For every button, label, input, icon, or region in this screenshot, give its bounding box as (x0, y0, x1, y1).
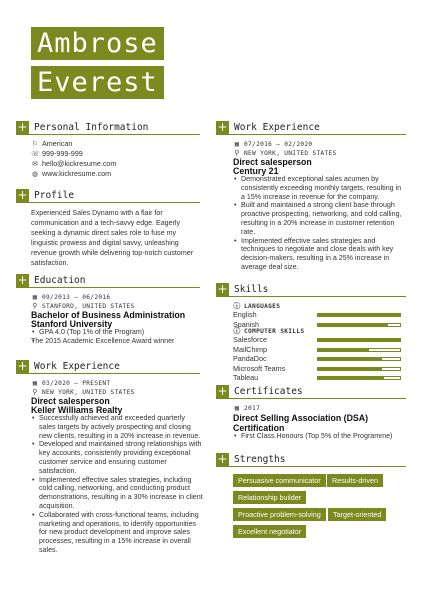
email: hello@kickresume.com (42, 159, 117, 168)
skill-level-fill (318, 368, 382, 370)
calendar-icon: ▦ (234, 404, 240, 412)
plus-icon: + (217, 281, 228, 296)
section-title: Skills (234, 283, 269, 295)
list-item: • Collaborated with cross-functional teams, including marketing and operations, to identify opportunities for new product development and improve sales processes, resulting in a 15% increase in overall sales. (31, 511, 203, 555)
skill-level-bar (317, 357, 401, 361)
profile-text: Experienced Sales Dynamo with a flair for communication and a tech-savvy edge. Eagerly seeking a dynamic direct sales role to fuse my linguistic prowess and digital savvy, unleashing revenue growth while delivering top-notch customer satisfaction. (31, 209, 194, 267)
work-right-dates: ▦ 07/2016 – 02/2020 (234, 140, 313, 148)
certificate-items (233, 432, 408, 441)
section-title: Personal Information (34, 121, 149, 133)
skill-name: Salesforce (233, 335, 267, 344)
skill-level-fill (318, 314, 400, 316)
nationality: American (42, 139, 73, 148)
skill-level-fill (318, 349, 369, 351)
work-left-dates: ▦ 03/2020 – PRESENT (32, 379, 111, 387)
section-work-right (216, 120, 320, 134)
section-title: Work Experience (34, 360, 120, 372)
plus-icon: + (217, 119, 228, 134)
flag-icon: ⚐ (31, 141, 39, 148)
strength-tag: Proactive problem-solving (233, 508, 326, 521)
plus-icon: + (217, 451, 228, 466)
section-work-left (16, 359, 120, 373)
skill-row (233, 354, 398, 363)
work-left-company: Keller Williams Realty (31, 405, 123, 415)
skill-level-bar (317, 367, 401, 371)
calendar-icon: ▦ (32, 293, 38, 301)
work-left-location: ⚲ NEW YORK, UNITED STATES (32, 388, 135, 396)
education-degree: Bachelor of Business Administration (31, 310, 186, 320)
skill-name: Spanish (233, 319, 259, 329)
skill-level-bar (317, 338, 401, 342)
divider (16, 202, 200, 203)
skill-level-bar (317, 376, 401, 380)
location-pin-icon: ⚲ (234, 149, 240, 157)
divider (216, 466, 406, 467)
list-item: • GPA 4.0 (Top 1% of the Program) (31, 328, 201, 337)
computer-skills-label: ⓘ COMPUTER SKILLS (233, 327, 305, 335)
work-right-bullets (233, 175, 405, 272)
location-pin-icon: ⚲ (32, 388, 38, 396)
section-title: Certificates (234, 385, 303, 397)
section-certificates (216, 384, 303, 398)
list-item: • Demonstrated exceptional sales acumen by consistently exceeding monthly targets, resulting in a 15% increase in revenue for the company. (233, 175, 405, 201)
skill-row (233, 345, 398, 354)
list-item: • Developed and maintained strong relationships with key accounts, consistently providing exceptional customer service and ensuring customer satisfaction. (31, 440, 203, 475)
work-right-title: Direct salesperson (233, 157, 312, 167)
divider (16, 134, 200, 135)
section-strengths (216, 452, 285, 466)
info-icon: ⓘ (233, 302, 241, 310)
section-title: Profile (34, 189, 75, 201)
strength-tag: Results-driven (327, 474, 383, 487)
section-personal (16, 120, 148, 134)
skill-level-fill (318, 339, 400, 341)
divider (216, 296, 406, 297)
list-item: • First Class Honours (Top 5% of the Programme) (233, 432, 408, 441)
plus-icon: + (17, 272, 28, 287)
skill-level-bar (317, 323, 401, 327)
plus-icon: + (17, 358, 28, 373)
skill-level-fill (318, 377, 384, 379)
education-school: Stanford University (31, 319, 113, 329)
list-item: • Successfully achieved and exceeded quarterly sales targets by actively prospecting and closing new clients, resulting in a 20% increase in revenue. (31, 414, 203, 440)
skill-level-bar (317, 348, 401, 352)
section-title: Work Experience (234, 121, 320, 133)
skill-level-bar (317, 313, 401, 317)
work-right-location: ⚲ NEW YORK, UNITED STATES (234, 149, 337, 157)
plus-icon: + (17, 187, 28, 202)
education-items (31, 328, 201, 346)
info-icon: ⓘ (233, 327, 241, 335)
globe-icon: ◍ (31, 171, 39, 178)
first-name: Ambrose (31, 27, 164, 60)
website: www.kickresume.com (42, 169, 112, 178)
personal-info (31, 139, 116, 179)
email-icon: ✉ (32, 161, 38, 168)
education-location: ⚲ STANFORD, UNITED STATES (32, 302, 135, 310)
skill-row (233, 364, 398, 373)
divider (16, 373, 200, 374)
skill-row (233, 310, 398, 319)
phone: 999-999-999 (42, 149, 83, 158)
strength-tag: Target-oriented (328, 508, 386, 521)
education-dates: ▦ 09/2013 – 06/2016 (32, 293, 111, 301)
certificate-title: Direct Selling Association (DSA) Certification (233, 413, 369, 433)
section-education (16, 273, 85, 287)
skill-name: Tableau (233, 373, 259, 382)
skill-name: PandaDoc (233, 354, 267, 363)
work-right-company: Century 21 (233, 166, 279, 176)
last-name: Everest (31, 66, 164, 99)
certificate-year: ▦ 2017 (234, 404, 261, 412)
skill-row (233, 373, 398, 382)
section-title: Education (34, 274, 86, 286)
skill-name: Microsoft Teams (233, 363, 286, 373)
strength-tag: Excellent negotiator (233, 525, 306, 538)
list-item: • The 2015 Academic Excellence Award winner (31, 337, 201, 346)
divider (216, 134, 406, 135)
section-title: Strengths (234, 453, 286, 465)
divider (216, 398, 406, 399)
list-item: • Built and maintained a strong client base through proactive prospecting, networking, and cold calling, resulting in a 20% increase in customer retention rate. (233, 201, 405, 236)
plus-icon: + (217, 383, 228, 398)
location-pin-icon: ⚲ (32, 302, 38, 310)
plus-icon: + (17, 119, 28, 134)
strength-tag: Persuasive communicator (233, 474, 326, 487)
languages-label: ⓘ LANGUAGES (233, 302, 281, 310)
calendar-icon: ▦ (32, 379, 38, 387)
work-left-bullets (31, 414, 203, 555)
calendar-icon: ▦ (234, 140, 240, 148)
divider (16, 287, 200, 288)
strength-tag: Relationship builder (233, 491, 306, 504)
section-profile (16, 188, 74, 202)
skill-name: English (233, 310, 257, 319)
skill-level-fill (318, 324, 388, 326)
work-left-title: Direct salesperson (31, 396, 110, 406)
skill-name: MailChimp (233, 344, 267, 354)
skill-level-fill (318, 358, 382, 360)
phone-icon: ☏ (31, 151, 40, 158)
section-skills (216, 282, 268, 296)
list-item: • Implemented effective sales strategies and techniques to negotiate and close deals with key decision-makers, resulting in a 25% increase in average deal size. (233, 237, 405, 272)
skill-row (233, 335, 398, 344)
list-item: • Implemented effective sales strategies, including cold calling, networking, and conducting product demonstrations, resulting in a 30% increase in client acquisition. (31, 476, 203, 511)
